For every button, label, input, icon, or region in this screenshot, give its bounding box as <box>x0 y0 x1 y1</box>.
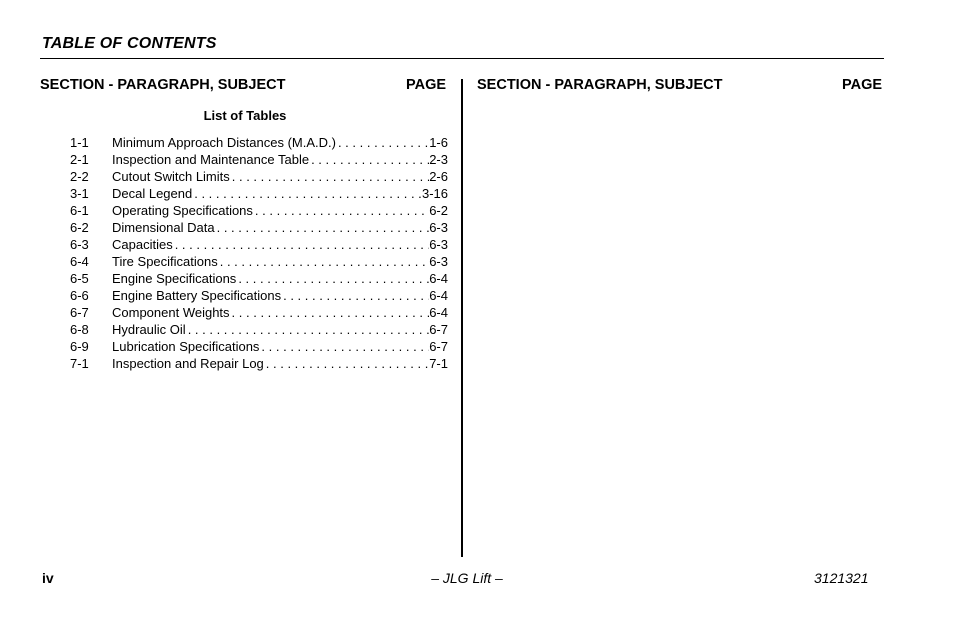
toc-entry-page: 3-16 <box>421 186 448 201</box>
toc-entry-page: 6-4 <box>429 271 448 286</box>
toc-entry-number: 6-6 <box>70 288 89 303</box>
page-title: TABLE OF CONTENTS <box>42 35 217 52</box>
toc-entry-number: 6-7 <box>70 305 89 320</box>
toc-entry-page: 7-1 <box>429 356 448 371</box>
toc-entry-page: 6-2 <box>429 203 448 218</box>
left-page-header: PAGE <box>406 77 447 93</box>
toc-entry-page: 6-7 <box>429 322 448 337</box>
toc-entry[interactable] <box>70 253 448 270</box>
toc-entry-leader <box>232 168 429 185</box>
toc-entry-number: 6-4 <box>70 254 89 269</box>
table-of-contents-list <box>70 134 448 372</box>
toc-entry-subject: Component Weights <box>112 305 230 320</box>
toc-entry-subject: Engine Specifications <box>112 271 237 286</box>
toc-entry-subject: Inspection and Maintenance Table <box>112 152 310 167</box>
toc-entry-leader <box>338 134 429 151</box>
toc-entry-number: 2-2 <box>70 169 89 184</box>
toc-entry-leader <box>255 202 429 219</box>
toc-entry[interactable] <box>70 355 448 372</box>
toc-entry-subject: Capacities <box>112 237 173 252</box>
toc-entry-leader <box>283 287 429 304</box>
toc-entry[interactable] <box>70 338 448 355</box>
toc-entry-page: 6-4 <box>429 305 448 320</box>
toc-entry-page: 6-7 <box>429 339 448 354</box>
left-section-header: SECTION - PARAGRAPH, SUBJECT <box>40 77 286 93</box>
toc-entry-leader <box>220 253 429 270</box>
toc-entry[interactable] <box>70 168 448 185</box>
toc-entry[interactable] <box>70 219 448 236</box>
toc-entry-subject: Tire Specifications <box>112 254 218 269</box>
right-page-header: PAGE <box>842 77 883 93</box>
toc-entry-page: 2-6 <box>429 169 448 184</box>
column-divider <box>461 79 463 557</box>
toc-entry-number: 7-1 <box>70 356 89 371</box>
toc-entry-page: 2-3 <box>429 152 448 167</box>
toc-entry-subject: Operating Specifications <box>112 203 253 218</box>
footer-title: – JLG Lift – <box>431 570 503 586</box>
toc-entry-subject: Engine Battery Specifications <box>112 288 282 303</box>
toc-entry-leader <box>311 151 429 168</box>
toc-entry-subject: Inspection and Repair Log <box>112 356 264 371</box>
toc-entry-number: 3-1 <box>70 186 89 201</box>
toc-entry-subject: Lubrication Specifications <box>112 339 260 354</box>
toc-entry-number: 6-9 <box>70 339 89 354</box>
toc-entry-leader <box>194 185 422 202</box>
toc-entry-leader <box>238 270 429 287</box>
toc-entry-leader <box>217 219 430 236</box>
toc-entry-page: 1-6 <box>429 135 448 150</box>
toc-entry-leader <box>266 355 429 372</box>
toc-entry-number: 6-8 <box>70 322 89 337</box>
toc-entry-subject: Minimum Approach Distances (M.A.D.) <box>112 135 336 150</box>
toc-entry[interactable] <box>70 304 448 321</box>
toc-entry-page: 6-3 <box>429 254 448 269</box>
toc-entry-number: 6-1 <box>70 203 89 218</box>
toc-entry-page: 6-3 <box>429 220 448 235</box>
toc-entry-page: 6-4 <box>429 288 448 303</box>
toc-entry-subject: Dimensional Data <box>112 220 215 235</box>
toc-entry-leader <box>232 304 430 321</box>
toc-entry-leader <box>261 338 429 355</box>
right-section-header: SECTION - PARAGRAPH, SUBJECT <box>477 77 723 93</box>
toc-entry[interactable] <box>70 321 448 338</box>
toc-entry[interactable] <box>70 134 448 151</box>
toc-entry-number: 6-3 <box>70 237 89 252</box>
toc-entry-subject: Cutout Switch Limits <box>112 169 230 184</box>
title-divider <box>40 58 884 59</box>
toc-entry-subject: Decal Legend <box>112 186 193 201</box>
list-of-tables-heading: List of Tables <box>203 108 287 123</box>
toc-entry[interactable] <box>70 151 448 168</box>
footer-document-number: 3121321 <box>814 570 869 586</box>
toc-entry[interactable] <box>70 270 448 287</box>
toc-entry-number: 2-1 <box>70 152 89 167</box>
toc-entry-number: 1-1 <box>70 135 89 150</box>
toc-entry-page: 6-3 <box>429 237 448 252</box>
toc-entry-number: 6-5 <box>70 271 89 286</box>
toc-entry[interactable] <box>70 185 448 202</box>
toc-entry[interactable] <box>70 236 448 253</box>
toc-entry[interactable] <box>70 202 448 219</box>
toc-entry-leader <box>188 321 430 338</box>
footer-page-number: iv <box>42 570 54 586</box>
toc-entry-subject: Hydraulic Oil <box>112 322 186 337</box>
toc-entry-leader <box>175 236 430 253</box>
toc-entry-number: 6-2 <box>70 220 89 235</box>
toc-entry[interactable] <box>70 287 448 304</box>
